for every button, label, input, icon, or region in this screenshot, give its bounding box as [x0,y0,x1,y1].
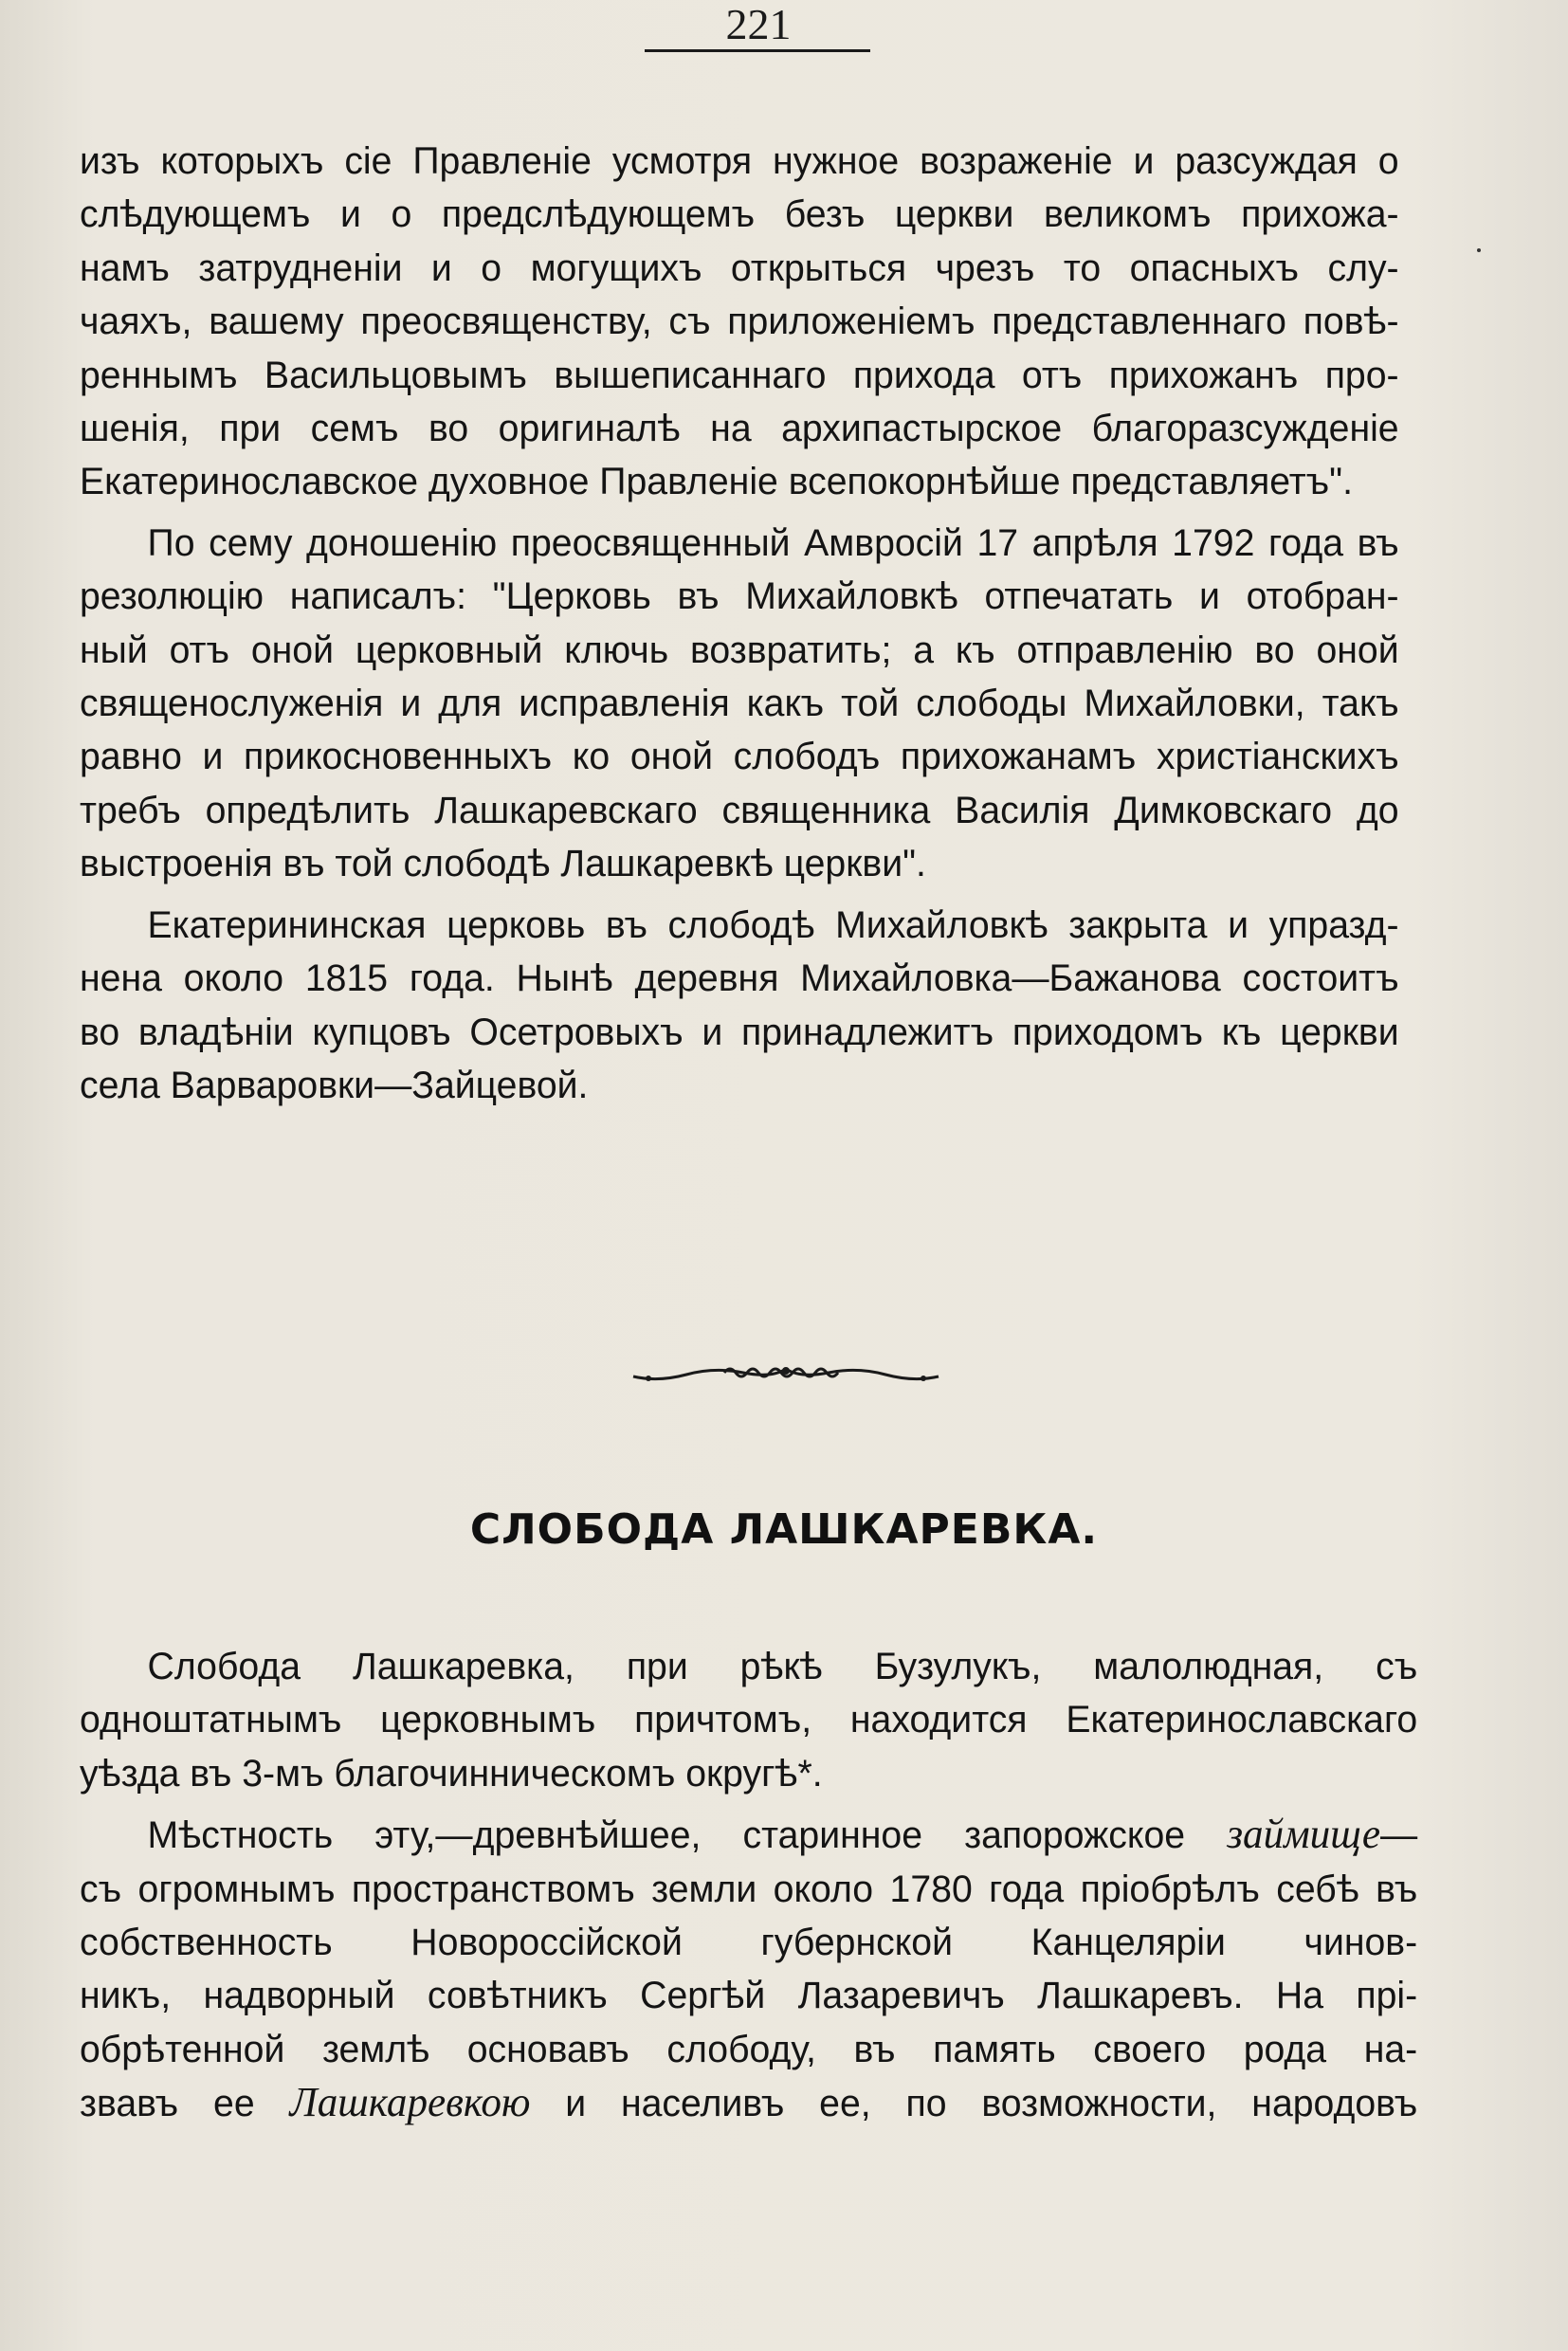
text-line: съ огромнымъ пространствомъ земли около 1780 года пріобрѣлъ себѣ въ [80,1868,1418,1910]
text-line: села Варваровки—Зайцевой. [80,1064,589,1106]
text-block-top [80,135,1426,1112]
text-line: обрѣтенной землѣ основавъ слободу, въ память своего рода на- [80,2028,1418,2070]
text-line: во владѣніи купцовъ Осетровыхъ и принадлежитъ приходомъ къ церкви [80,1011,1399,1053]
text-line: резолюцію написалъ: "Церковь въ Михайловкѣ отпечатать и отобран- [80,575,1399,618]
text-line: одноштатнымъ церковнымъ причтомъ, находится Екатеринославскаго [80,1699,1418,1741]
section-heading: СЛОБОДА ЛАШКАРЕВКА. [469,1505,1099,1554]
text-line [80,2076,1417,2130]
page-number: 221 [725,0,792,48]
text-line: требъ опредѣлить Лашкаревскаго священника Василія Димковскаго до [80,789,1399,831]
print-speck [1477,248,1481,252]
italic-word: Лашкаревкою [289,2079,531,2126]
text-line: священослуженія и для исправленія какъ той слободы Михайловки, такъ [80,683,1399,725]
text-line: слѣдующемъ и о предслѣдующемъ безъ церкви великомъ прихожа- [80,193,1399,236]
text-line: По сему доношенію преосвященный Амвросій 17 апрѣля 1792 года въ [147,521,1399,564]
paragraph-1 [80,135,1399,509]
text-line: Слобода Лашкаревка, при рѣкѣ Бузулукъ, малолюдная, съ [147,1646,1418,1687]
paragraph-2 [80,517,1399,891]
text-segment: звавъ ее [80,2083,290,2125]
page-number-rule [645,49,870,52]
text-line: равно и прикосновенныхъ ко оной слободъ прихожанамъ христіанскихъ [80,736,1399,778]
text-segment: — [1380,1814,1418,1857]
text-segment: и населивъ ее, по возможности, народовъ [530,2083,1418,2125]
text-line: чаяхъ, вашему преосвященству, съ приложеніемъ представленнаго повѣ- [80,301,1399,343]
text-line: Екатеринославское духовное Правленіе всепокорнѣйше представляетъ". [80,461,1353,503]
text-line: уѣзда въ 3-мъ благочинническомъ округѣ*. [80,1752,823,1795]
text-line: нена около 1815 года. Нынѣ деревня Михайловка—Бажанова состоитъ [80,957,1399,1000]
paragraph-3 [80,899,1399,1113]
italic-word: займище [1227,1811,1380,1858]
ornament-divider [629,1358,942,1386]
text-line [80,1808,1417,1862]
text-line: шенія, при семъ во оригиналѣ на архипастырское благоразсужденіе [80,408,1399,450]
paragraph-4 [80,1640,1417,1800]
text-line: выстроенія въ той слободѣ Лашкаревкѣ церкви". [80,843,926,885]
text-line: собственность Новороссійской губернской Канцеляріи чинов- [80,1922,1418,1964]
text-segment: Мѣстность эту,—древнѣйшее, старинное запорожское [147,1814,1228,1857]
text-line: Екатерининская церковь въ слободѣ Михайловкѣ закрыта и упразд- [147,903,1399,946]
text-line: никъ, надворный совѣтникъ Сергѣй Лазаревичъ Лашкаревъ. На прі- [80,1975,1418,2017]
text-line: намъ затрудненіи и о могущихъ открыться чрезъ то опасныхъ слу- [80,246,1399,289]
text-line: реннымъ Васильцовымъ вышеписаннаго прихода отъ прихожанъ про- [80,354,1399,396]
text-block-bottom [80,1640,1445,2131]
paragraph-5 [80,1808,1417,2130]
text-line: ный отъ оной церковный ключь возвратить; а къ отправленію во оной [80,629,1399,671]
text-line: изъ которыхъ сіе Правленіе усмотря нужное возраженіе и разсуждая о [80,140,1399,182]
